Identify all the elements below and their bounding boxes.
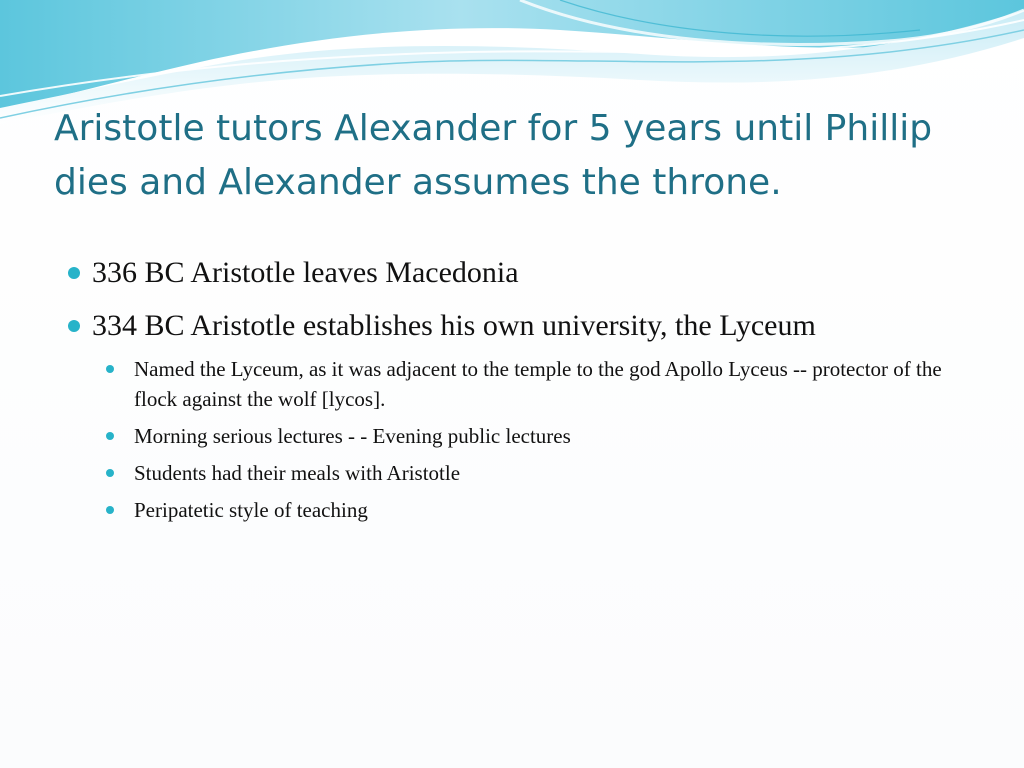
slide-title: Aristotle tutors Alexander for 5 years until Phillip dies and Alexander assumes the throne. [54, 108, 933, 203]
bullet-list [66, 250, 966, 533]
sub-bullet-text: Peripatetic style of teaching [134, 498, 368, 522]
bullet-dot-icon [68, 320, 80, 332]
bullet-item [66, 303, 966, 525]
sub-bullet-dot-icon [106, 432, 114, 440]
bullet-text: 336 BC Aristotle leaves Macedonia [92, 256, 519, 289]
sub-bullet-item [102, 421, 966, 451]
sub-bullet-dot-icon [106, 506, 114, 514]
sub-bullet-item [102, 458, 966, 488]
sub-bullet-dot-icon [106, 469, 114, 477]
sub-bullet-item [102, 495, 966, 525]
sub-bullet-text: Students had their meals with Aristotle [134, 461, 461, 485]
sub-bullet-item [102, 354, 966, 414]
bullet-text: 334 BC Aristotle establishes his own university, the Lyceum [92, 309, 816, 342]
bullet-item [66, 250, 966, 295]
sub-bullet-text: Named the Lyceum, as it was adjacent to the temple to the god Apollo Lyceus -- protector of the flock against the wolf [lycos]. [134, 357, 942, 411]
sub-bullet-text: Morning serious lectures - - Evening public lectures [134, 424, 571, 448]
sub-bullet-dot-icon [106, 365, 114, 373]
sub-bullet-list [102, 354, 966, 525]
bullet-dot-icon [68, 267, 80, 279]
